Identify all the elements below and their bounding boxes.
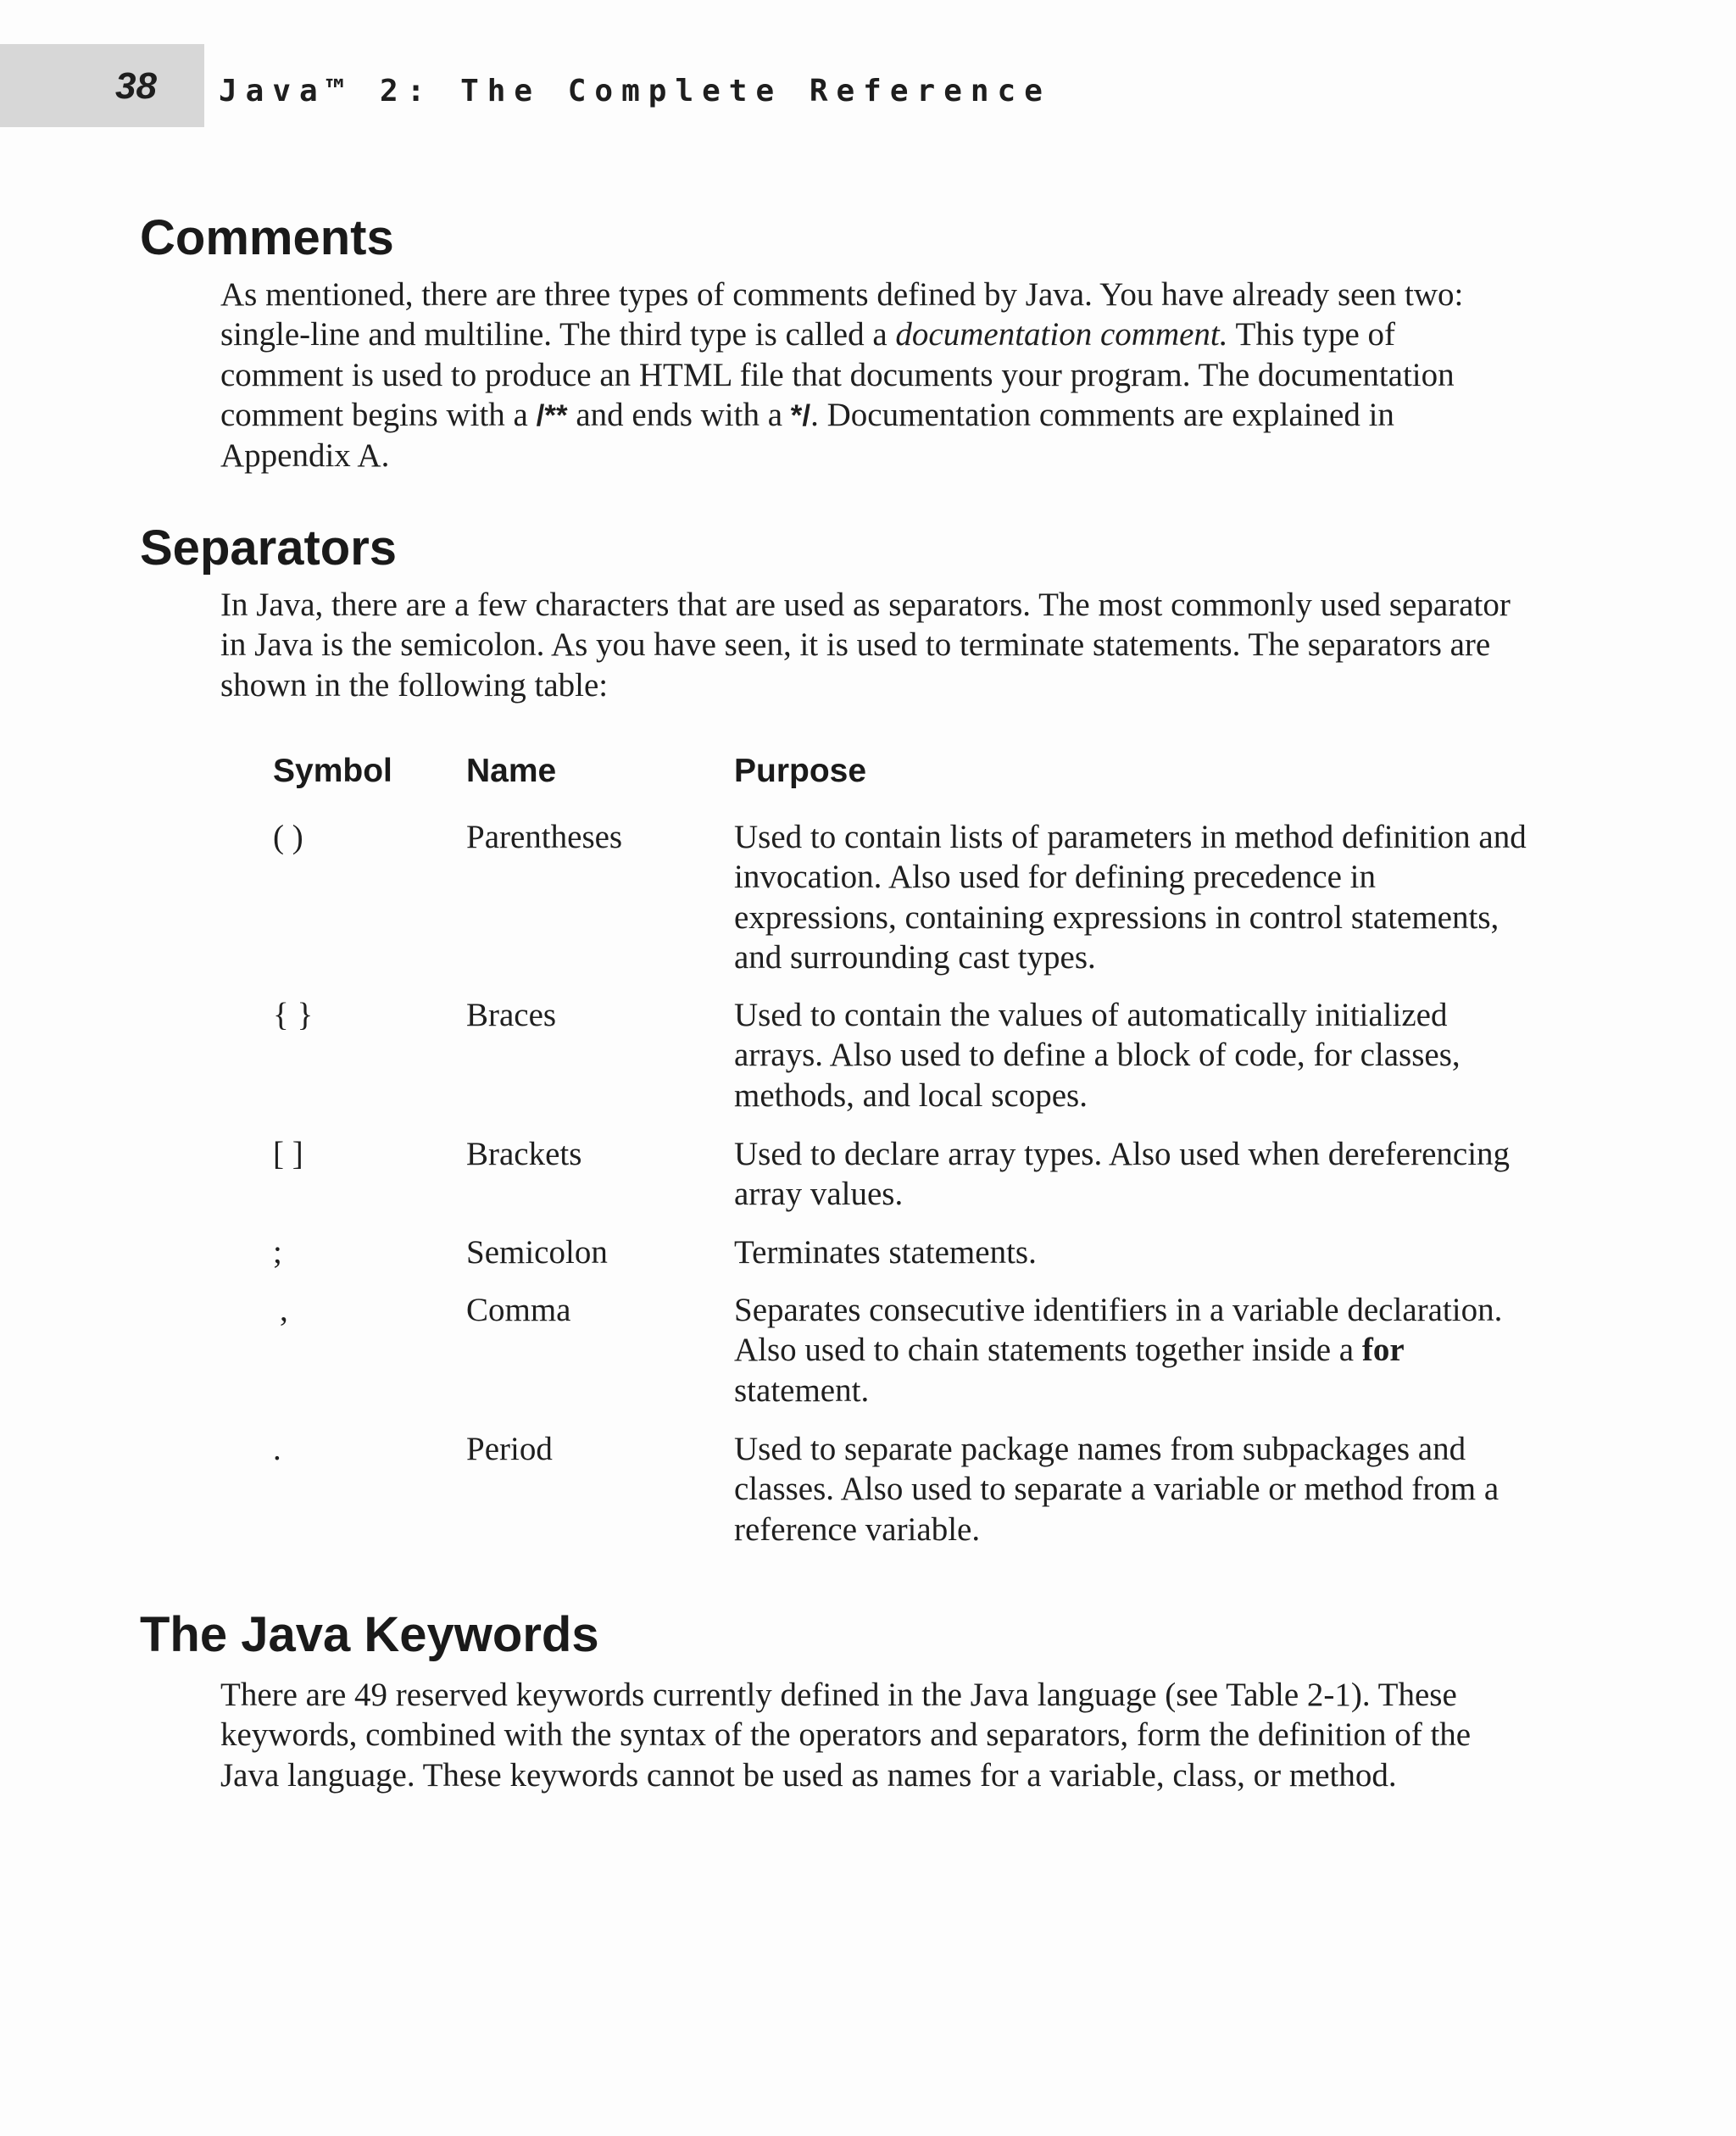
name-cell: Semicolon	[466, 1234, 608, 1271]
symbol-cell: .	[273, 1431, 281, 1467]
purpose-cell: Used to declare array types. Also used when dereferencing array values.	[734, 1136, 1511, 1213]
table-header-name: Name	[466, 753, 557, 789]
open-comment-token: /**	[536, 398, 568, 432]
symbol-cell: ,	[280, 1292, 288, 1328]
comments-text-3: and ends with a	[567, 396, 791, 433]
heading-comments: Comments	[140, 210, 394, 265]
purpose-cell: Terminates statements.	[734, 1234, 1037, 1271]
page-number: 38	[115, 65, 157, 107]
purpose-cell	[734, 1290, 1531, 1410]
close-comment-token: */	[790, 398, 811, 432]
purpose-text-post: statement.	[734, 1371, 870, 1409]
documentation-comment-term: documentation comment.	[895, 316, 1228, 353]
name-cell: Braces	[466, 997, 557, 1033]
keywords-paragraph: There are 49 reserved keywords currently defined in the Java language (see Table 2-1). These keywords, combined with the syntax of the operators and separators, form the definition of the Java language. These keywords cannot be used as names for a variable, class, or method.	[220, 1677, 1472, 1794]
name-cell: Brackets	[466, 1136, 582, 1172]
symbol-cell: [ ]	[273, 1136, 303, 1172]
name-cell: Comma	[466, 1292, 571, 1328]
symbol-cell: ;	[273, 1234, 282, 1271]
running-title: Java™ 2: The Complete Reference	[219, 74, 1051, 108]
name-cell: Period	[466, 1431, 553, 1467]
purpose-text-pre: Separates consecutive identifiers in a variable declaration. Also used to chain statements together inside a	[734, 1292, 1503, 1369]
page-number-tab	[0, 44, 204, 127]
for-keyword: for	[1361, 1332, 1405, 1369]
table-header-purpose: Purpose	[734, 753, 867, 789]
comments-text-2: This type of comment is used to produce an HTML file that documents your program. The documentation comment begins with a	[220, 316, 1455, 433]
purpose-cell: Used to separate package names from subpackages and classes. Also used to separate a variable or method from a reference variable.	[734, 1431, 1500, 1548]
purpose-cell: Used to contain the values of automatically initialized arrays. Also used to define a block of code, for classes, methods, and local scopes.	[734, 997, 1461, 1114]
comments-text-4: . Documentation comments are explained in Appendix A.	[220, 396, 1394, 475]
table-header-symbol: Symbol	[273, 753, 392, 789]
comments-text-1: As mentioned, there are three types of comments defined by Java. You have already seen two: single-line and multiline. The third type is called a	[220, 276, 1464, 353]
heading-java-keywords: The Java Keywords	[140, 1607, 599, 1662]
symbol-cell: ( )	[273, 819, 303, 855]
comments-paragraph	[220, 275, 1526, 476]
purpose-cell: Used to contain lists of parameters in method definition and invocation. Also used for defining precedence in expressions, containing expressions in control statements, and surrounding cast types.	[734, 819, 1527, 976]
separators-intro: In Java, there are a few characters that are used as separators. The most commonly used separator in Java is the semicolon. As you have seen, it is used to terminate statements. The separators are shown in the following table:	[220, 587, 1511, 704]
name-cell: Parentheses	[466, 819, 623, 855]
heading-separators: Separators	[140, 520, 398, 576]
symbol-cell: { }	[273, 997, 314, 1033]
